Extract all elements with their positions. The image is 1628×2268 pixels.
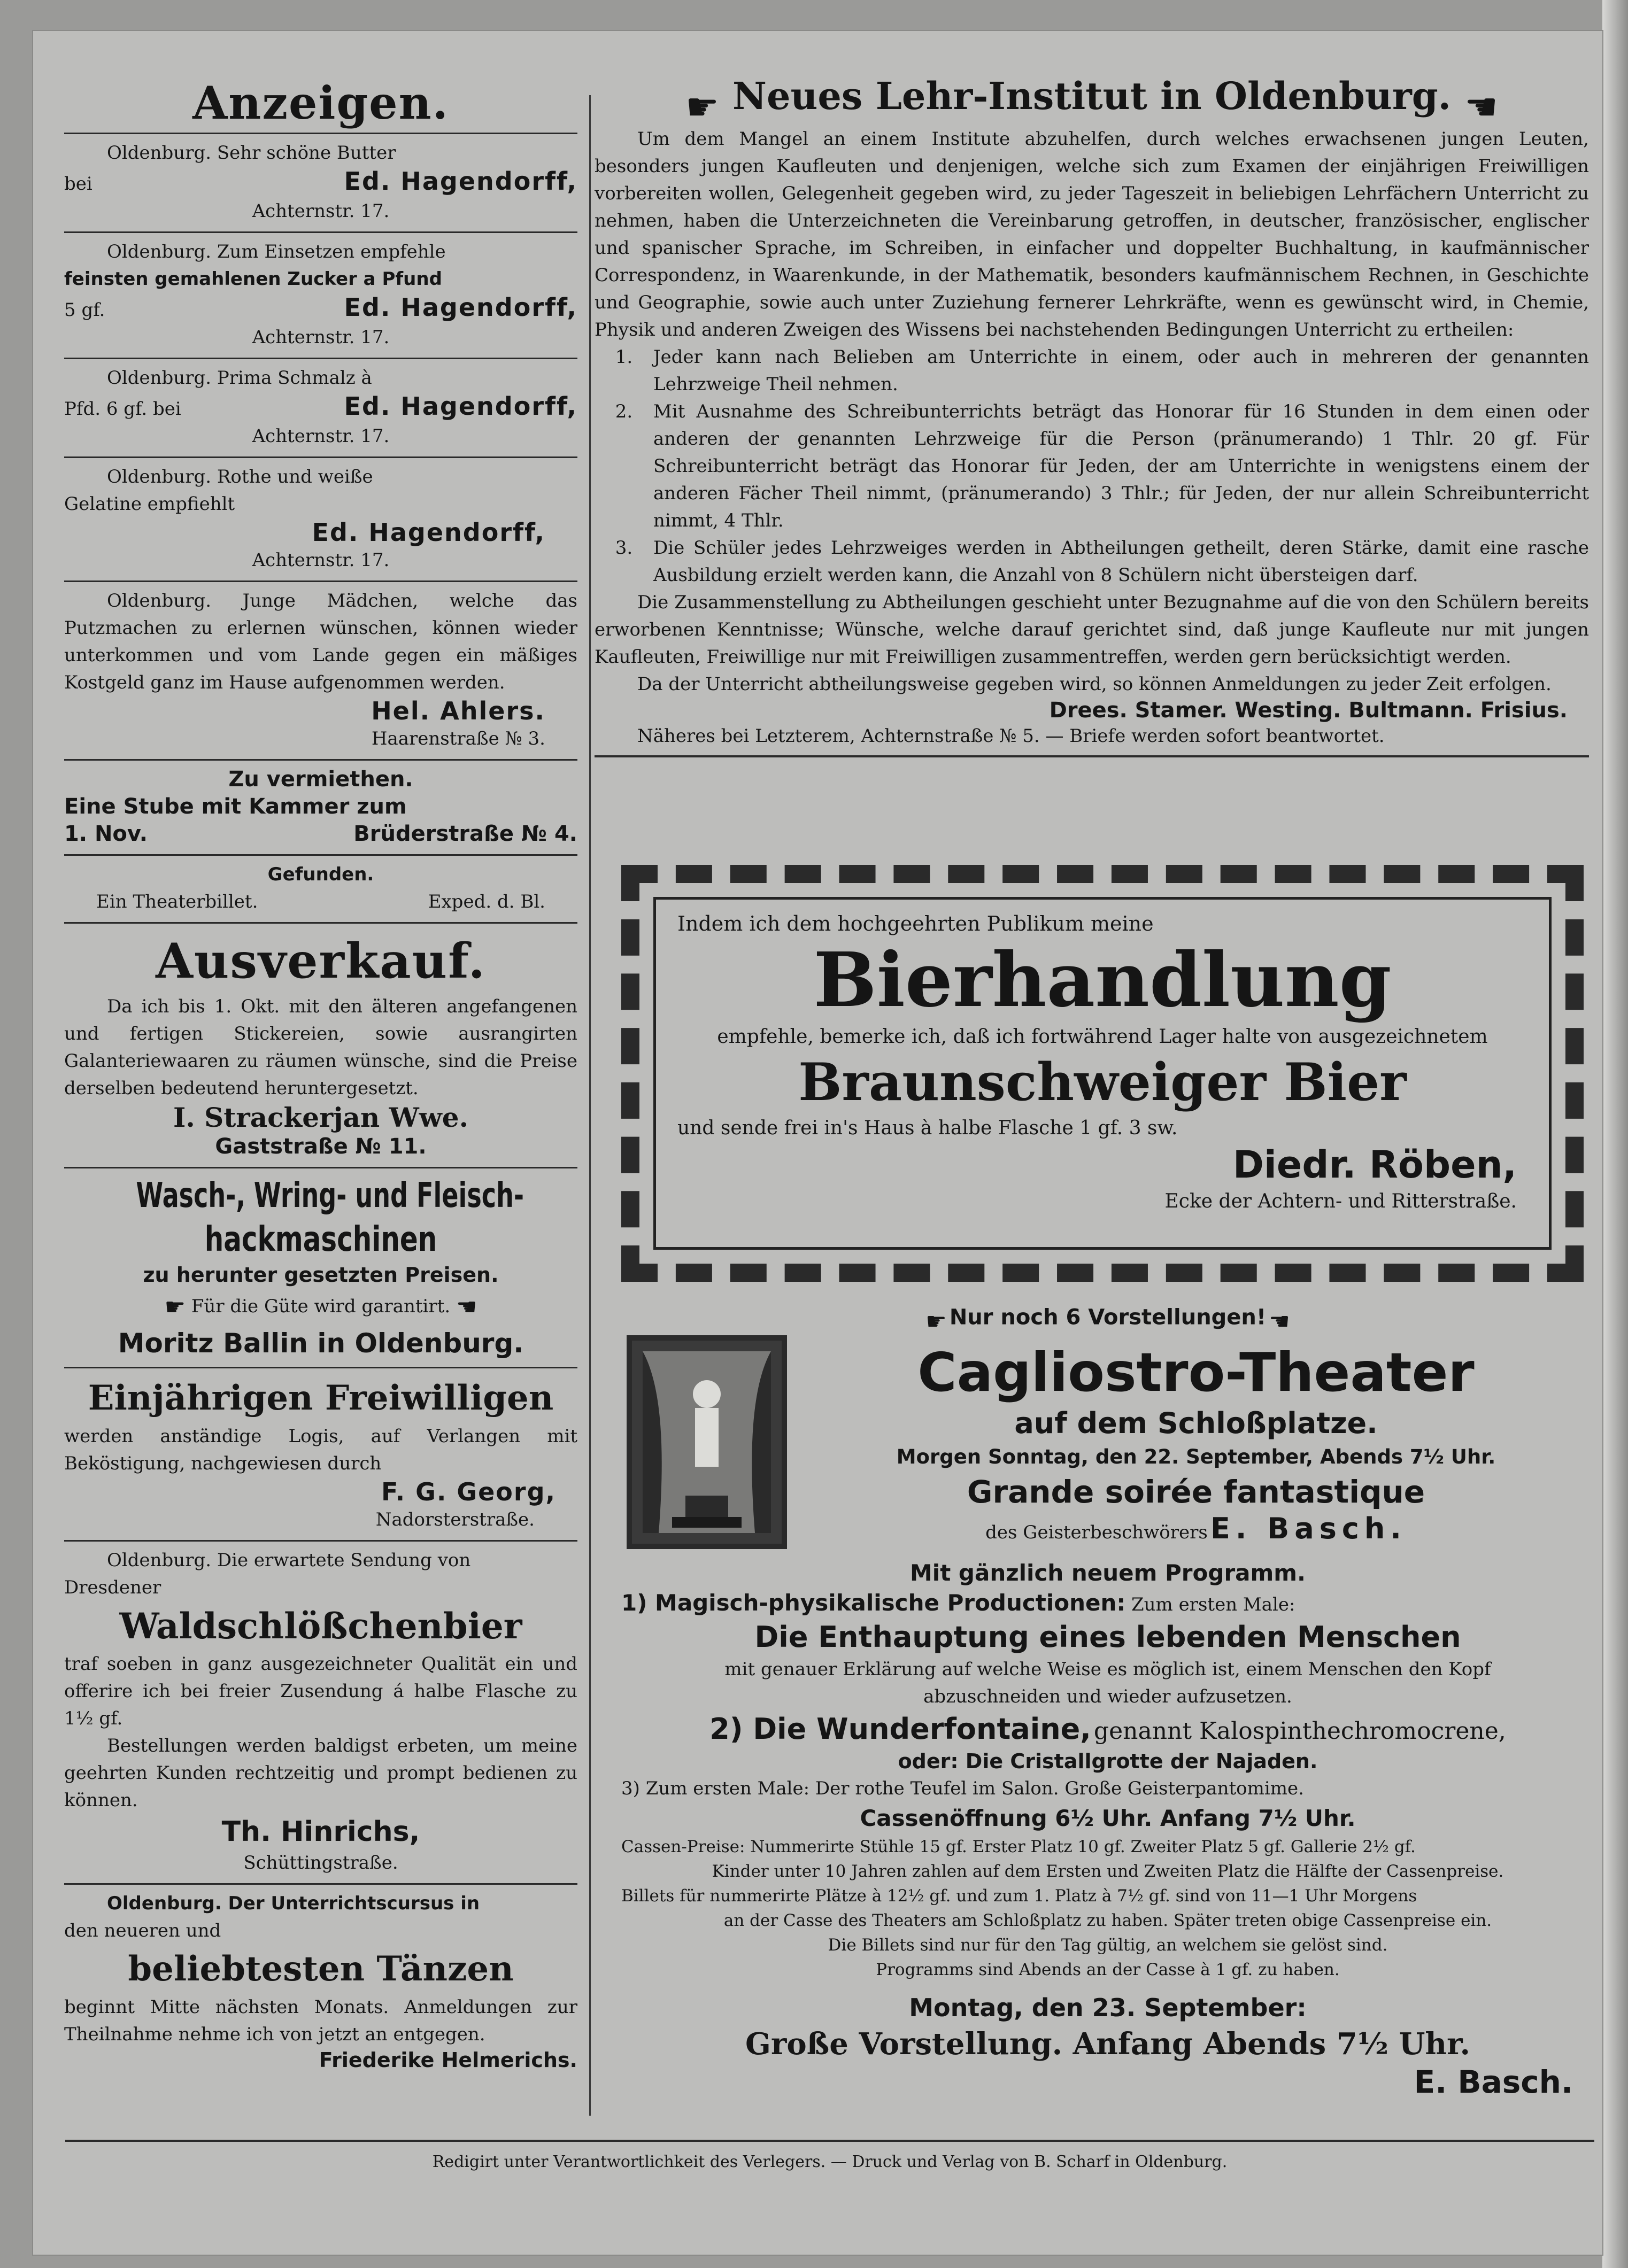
ad-text: genannt Kalospinthechromocrene, [1093,1717,1506,1745]
institut-heading [595,74,1589,129]
ad-text: oder: Die Cristallgrotte der Najaden. [898,1750,1318,1773]
ad-taenzen [64,1885,577,2078]
theater-item-1 [621,1589,1594,1619]
ad-text: Pfd. 6 gf. bei [64,398,181,420]
ad-text: 5 gf. [64,299,105,321]
list-number: 2. [615,400,633,422]
advertiser-address: Ecke der Achtern- und Ritterstraße. [1164,1190,1517,1212]
list-number: 3. [615,537,633,559]
ad-guarantee-line [64,1289,577,1326]
ad-text: Indem ich dem hochgeehrten Publikum meine [677,912,1154,935]
advertiser-name: F. G. Georg, [381,1477,556,1506]
ad-text: Kinder unter 10 Jahren zahlen auf dem Ersten und Zweiten Platz die Hälfte der Cassenpreise. [712,1862,1504,1881]
ad-text: Da der Unterricht abtheilungsweise gegeben wird, so können Anmeldungen zu jeder Zeit erfolgen. [637,673,1552,695]
ad-text: 1. Nov. [64,822,148,846]
pointing-hand-left-icon: ☚ [1269,1308,1290,1335]
ad-text: Die Zusammenstellung zu Abtheilungen geschieht unter Bezugnahme auf die von den Schülern bereits erworbenen Kenntnisse; Wünsche, welche darauf gerichtet sind, daß junge Kaufleute nur mit jungen Kaufleuten, Freiwillige nur mit Freiwilligen zusammentreffen, werden gern berücksichtigt werden. [595,591,1589,668]
advertiser-name: Ed. Hagendorff, [344,392,577,421]
ad-text: feinsten gemahlenen Zucker a Pfund [64,268,442,290]
ad-heading: 2) Die Wunderfontaine, [709,1712,1091,1746]
condition-2 [595,398,1589,535]
newspaper-page [33,31,1602,2255]
magician-illustration [627,1335,787,1549]
ad-text: Dresdener [64,1577,161,1598]
list-text: Jeder kann nach Belieben am Unterrichte in einem, oder auch in mehreren der genannten Lehrzweige Theil nehmen. [653,346,1589,395]
advertiser-name: E. Basch. [1414,2064,1573,2100]
ad-gefunden [64,856,577,924]
advertiser-address: Schüttingstraße. [243,1852,398,1874]
pointing-hand-left-icon: ☚ [456,1294,477,1321]
advertiser-name: Hel. Ahlers. [371,696,545,725]
ad-schmalz [64,359,577,458]
ad-text: Cassenöffnung 6½ Uhr. Anfang 7½ Uhr. [860,1805,1356,1831]
ad-heading: Die Enthauptung eines lebenden Menschen [754,1620,1461,1654]
pointing-hand-left-icon: ☚ [1464,84,1498,129]
ad-text: Oldenburg. Prima Schmalz à [107,367,372,389]
ad-heading: Cagliostro-Theater [917,1341,1475,1404]
ad-text: Oldenburg. Zum Einsetzen empfehle [107,241,446,262]
ad-text: Da ich bis 1. Okt. mit den älteren angefangenen und fertigen Stickereien, sowie ausrangirten Galanteriewaaren zu räumen wünsche, sind die Preise derselben bedeutend heruntergesetzt. [64,996,577,1099]
ad-text: an der Casse des Theaters am Schloßplatz zu haben. Später treten obige Cassenpreise ein. [723,1911,1492,1930]
ad-butter [64,134,577,233]
ad-heading: beliebtesten Tänzen [128,1949,514,1989]
theater-header [798,1341,1594,1546]
list-text: Die Schüler jedes Lehrzweiges werden in Abtheilungen getheilt, deren Stärke, damit eine rasche Ausbildung erzielt werden kann, die Anzahl von 8 Schülern nicht übersteigen darf. [653,537,1589,586]
ad-text: Eine Stube mit Kammer zum [64,794,407,819]
ad-heading: Waldschlößchenbier [119,1605,522,1647]
ad-text: Morgen Sonntag, den 22. September, Abends 7½ Uhr. [896,1445,1496,1468]
ad-heading: Wasch-, Wring- und Fleisch- [136,1176,524,1216]
ad-text: Brüderstraße № 4. [353,822,577,846]
advertiser-address: Achternstr. 17. [252,425,390,447]
pointing-hand-right-icon: ☛ [685,84,719,129]
advertiser-address: Haarenstraße № 3. [371,728,545,749]
ad-text: Montag, den 23. September: [909,1993,1307,2022]
ad-heading: Zu vermiethen. [228,767,413,792]
theater-by-line [798,1512,1594,1546]
advertiser-name: Ed. Hagendorff, [312,518,545,547]
ad-text: Oldenburg. Der Unterrichtscursus in [107,1893,480,1914]
advertiser-name: Moritz Ballin in Oldenburg. [118,1328,524,1359]
ad-heading: Bierhandlung [813,936,1392,1024]
ad-text: bei [64,173,92,195]
advertiser-name: E. Basch. [1210,1512,1407,1545]
ad-text: des Geisterbeschwörers [985,1522,1208,1543]
list-number: 1. [615,346,633,368]
section-title: Anzeigen. [64,74,577,134]
ad-heading: Grande soirée fantastique [967,1474,1425,1510]
ad-text: Ein Theaterbillet. [96,891,258,912]
ad-text: traf soeben in ganz ausgezeichneter Qualität ein und offerire ich bei freier Zusendung á halbe Flasche zu 1½ gf. [64,1653,577,1729]
ad-text: 1) Magisch-physikalische Productionen: [621,1590,1126,1616]
ad-text: Exped. d. Bl. [428,891,545,912]
ad-text: Die Billets sind nur für den Tag gültig, an welchem sie gelöst sind. [828,1936,1388,1955]
ad-text: und sende frei in's Haus à halbe Flasche 1 gf. 3 sw. [677,1117,1178,1139]
ad-zucker [64,233,577,359]
advertiser-name: Th. Hinrichs, [221,1816,420,1848]
ad-text: Nur noch 6 Vorstellungen! [949,1305,1267,1330]
ad-text: werden anständige Logis, auf Verlangen mit Beköstigung, nachgewiesen durch [64,1426,577,1474]
pointing-hand-right-icon: ☛ [925,1308,947,1335]
ad-heading: hackmaschinen [204,1220,437,1259]
ad-text: Näheres bei Letzterem, Achternstraße № 5. — Briefe werden sofort beantwortet. [637,725,1385,747]
ad-freiwilligen [64,1368,577,1542]
magician-icon [627,1335,787,1549]
ad-text: Oldenburg. Junge Mädchen, welche das Putzmachen zu erlernen wünschen, können wieder unterkommen und vom Lande gegen ein mäßiges Kostgeld ganz im Hause aufgenommen werden. [64,590,577,693]
advertiser-address: Nadorsterstraße. [375,1509,535,1530]
ad-heading: Braunschweiger Bier [798,1052,1407,1112]
ad-text: zu herunter gesetzten Preisen. [143,1263,499,1287]
advertiser-address: Achternstr. 17. [252,549,390,571]
ad-text: beginnt Mitte nächsten Monats. Anmeldungen zur Theilnahme nehme ich von jetzt an entgegen. [64,1996,577,2045]
page-edge [1602,0,1628,2268]
ad-lehr-institut [595,74,1589,757]
ad-text: Für die Güte wird garantirt. [191,1296,451,1317]
advertiser-address: Achternstr. 17. [252,200,390,222]
advertiser-name: Diedr. Röben, [1232,1143,1517,1187]
ad-heading: Neues Lehr-Institut in Oldenburg. [732,74,1452,118]
advertiser-name: Friederike Helmerichs. [319,2048,577,2072]
advertiser-name: Ed. Hagendorff, [344,167,577,196]
advertiser-address: Gaststraße № 11. [215,1134,427,1159]
bier-content [653,897,1552,1250]
advertiser-name: I. Strackerjan Wwe. [173,1102,469,1133]
ad-text: Programms sind Abends an der Casse à 1 gf. zu haben. [876,1960,1340,1979]
advertiser-names: Drees. Stamer. Westing. Bultmann. Frisius. [1049,698,1568,723]
ad-text: Oldenburg. Sehr schöne Butter [107,142,396,164]
ad-maschinen [64,1168,577,1368]
ad-text: Bestellungen werden baldigst erbeten, um meine geehrten Kunden rechtzeitig und prompt bedienen zu können. [64,1735,577,1811]
ad-gelatine [64,458,577,582]
list-text: Mit Ausnahme des Schreibunterrichts beträgt das Honorar für 16 Stunden in dem einen oder anderen der genannten Lehrzweige für die Person (pränumerando) 1 Thlr. 20 gf. Für Schreibunterricht beträgt das Honorar für Jeden, der am Unterrichte in wenigstens einem der anderen Fächer Theil nimmt, (pränumerando) 3 Thlr.; für Jeden, der nur allein Schreibunterricht nimmt, 4 Thlr. [653,400,1589,531]
ad-text: 3) Zum ersten Male: Der rothe Teufel im Salon. Große Geisterpantomime. [621,1778,1304,1799]
ad-text: Oldenburg. Rothe und weiße [107,466,373,487]
ad-text: Cassen-Preise: Nummerirte Stühle 15 gf. Erster Platz 10 gf. Zweiter Platz 5 gf. Gallerie 2½ gf. [621,1837,1416,1856]
imprint-footer: Redigirt unter Verantwortlichkeit des Verlegers. — Druck und Verlag von B. Scharf in Oldenburg. [65,2140,1594,2171]
ad-cagliostro-theater [621,1303,1594,2101]
ad-bierhandlung [621,865,1584,1282]
pointing-hand-right-icon: ☛ [164,1294,186,1321]
ad-text: Oldenburg. Die erwartete Sendung von [107,1550,471,1571]
ad-vermiethen [64,761,577,856]
ad-text: Zum ersten Male: [1131,1594,1295,1615]
ad-ausverkauf [64,924,577,1168]
advertiser-address: Achternstr. 17. [252,327,390,348]
ad-heading: Einjährigen Freiwilligen [88,1378,554,1418]
ad-text: Mit gänzlich neuem Programm. [910,1560,1306,1586]
ad-text: Gelatine empfiehlt [64,493,235,515]
ad-text: Billets für nummerirte Plätze à 12½ gf. und zum 1. Platz à 7½ gf. sind von 11—1 Uhr Morgens [621,1886,1417,1906]
ad-heading: Gefunden. [267,864,374,885]
ad-heading: Ausverkauf. [156,933,486,989]
advertiser-name: Ed. Hagendorff, [344,293,577,322]
condition-1 [595,344,1589,398]
ad-text: auf dem Schloßplatze. [1014,1406,1378,1440]
right-column [595,74,1589,757]
ad-putzmachen [64,582,577,761]
ad-waldschloesschen [64,1542,577,1885]
condition-3 [595,535,1589,589]
left-column [64,74,577,2078]
ad-text: mit genauer Erklärung auf welche Weise es möglich ist, einem Menschen den Kopf abzuschneiden und wieder aufzusetzen. [724,1659,1491,1707]
theater-item-2 [621,1710,1594,1748]
column-divider [589,95,591,2116]
ad-text: empfehle, bemerke ich, daß ich fortwährend Lager halte von ausgezeichnetem [717,1026,1488,1048]
ad-heading: Große Vorstellung. Anfang Abends 7½ Uhr. [745,2026,1470,2062]
ad-text: Um dem Mangel an einem Institute abzuhelfen, durch welches erwachsenen jungen Leuten, besonders jungen Kaufleuten und denjenigen, welche sich zum Examen der einjährigen Freiwilligen vorbereiten wollen, Gelegenheit gegeben wird, zu jeder Tageszeit in beliebigen Lehrfächern Unterricht zu nehmen, haben die Unterzeichneten die Vereinbarung getroffen, in deutscher, französischer, englischer und spanischer Sprache, im Schreiben, in einfacher und doppelter Buchhaltung, in kaufmännischer Correspondenz, in Waarenkunde, in der Mathematik, besonders kaufmännischem Rechnen, in Geschichte und Geographie, sowie auch unter Zuziehung fernerer Lehrkräfte, wenn es gewünscht wird, in Chemie, Physik und anderen Zweigen des Wissens bei nachstehenden Bedingungen Unterricht zu ertheilen: [595,128,1589,340]
ad-text: den neueren und [64,1920,221,1941]
